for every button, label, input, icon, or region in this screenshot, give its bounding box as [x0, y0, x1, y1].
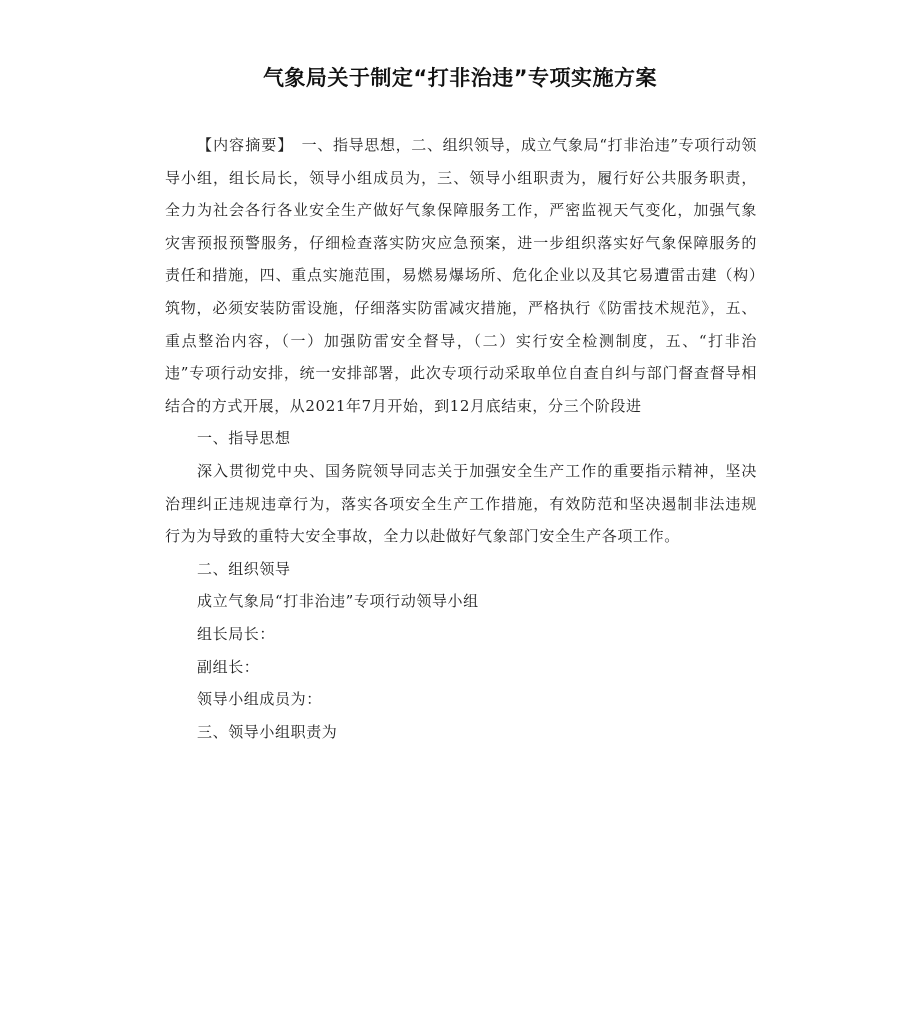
summary-text: 一、指导思想，二、组织领导，成立气象局“打非治违”专项行动领导小组，组长局长，领导小组成员为，三、领导小组职责为，履行好公共服务职责，全力为社会各行各业安全生产做好气象保障服务工作，严密监视天气变化，加强气象灾害预报预警服务，仔细检查落实防灾应急预案，进一步组织落实好气象保障服务的责任和措施，四、重点实施范围，易燃易爆场所、危化企业以及其它易遭雷击建（构）筑物，必须安装防雷设施，仔细落实防雷减灾措施，严格执行《防雷技术规范》，五、重点整治内容，（一）加强防雷安全督导，（二）实行安全检测制度，五、“打非治违”专项行动安排，统一安排部署，此次专项行动采取单位自查自纠与部门督查督导相结合的方式开展，从2021年7月开始，到12月底结束，分三个阶段进	[165, 136, 757, 415]
section1-heading: 一、指导思想	[197, 429, 291, 448]
section2-heading: 二、组织领导	[197, 559, 291, 578]
deputy-line: 副组长：	[197, 657, 260, 676]
section3-heading: 三、领导小组职责为	[197, 722, 338, 741]
summary-label: 【内容摘要】	[197, 136, 286, 154]
summary-paragraph	[165, 129, 757, 422]
section1-body: 深入贯彻党中央、国务院领导同志关于加强安全生产工作的重要指示精神，坚决治理纠正违规违章行为，落实各项安全生产工作措施，有效防范和坚决遏制非法违规行为为导致的重特大安全事故，全力以赴做好气象部门安全生产各项工作。	[165, 461, 757, 546]
members-line: 领导小组成员为：	[197, 690, 322, 709]
group-line: 成立气象局“打非治违”专项行动领导小组	[197, 592, 479, 611]
document-title: 气象局关于制定“打非治违”专项实施方案	[262, 66, 658, 90]
document-body	[165, 129, 757, 748]
leader-line: 组长局长：	[197, 624, 276, 643]
